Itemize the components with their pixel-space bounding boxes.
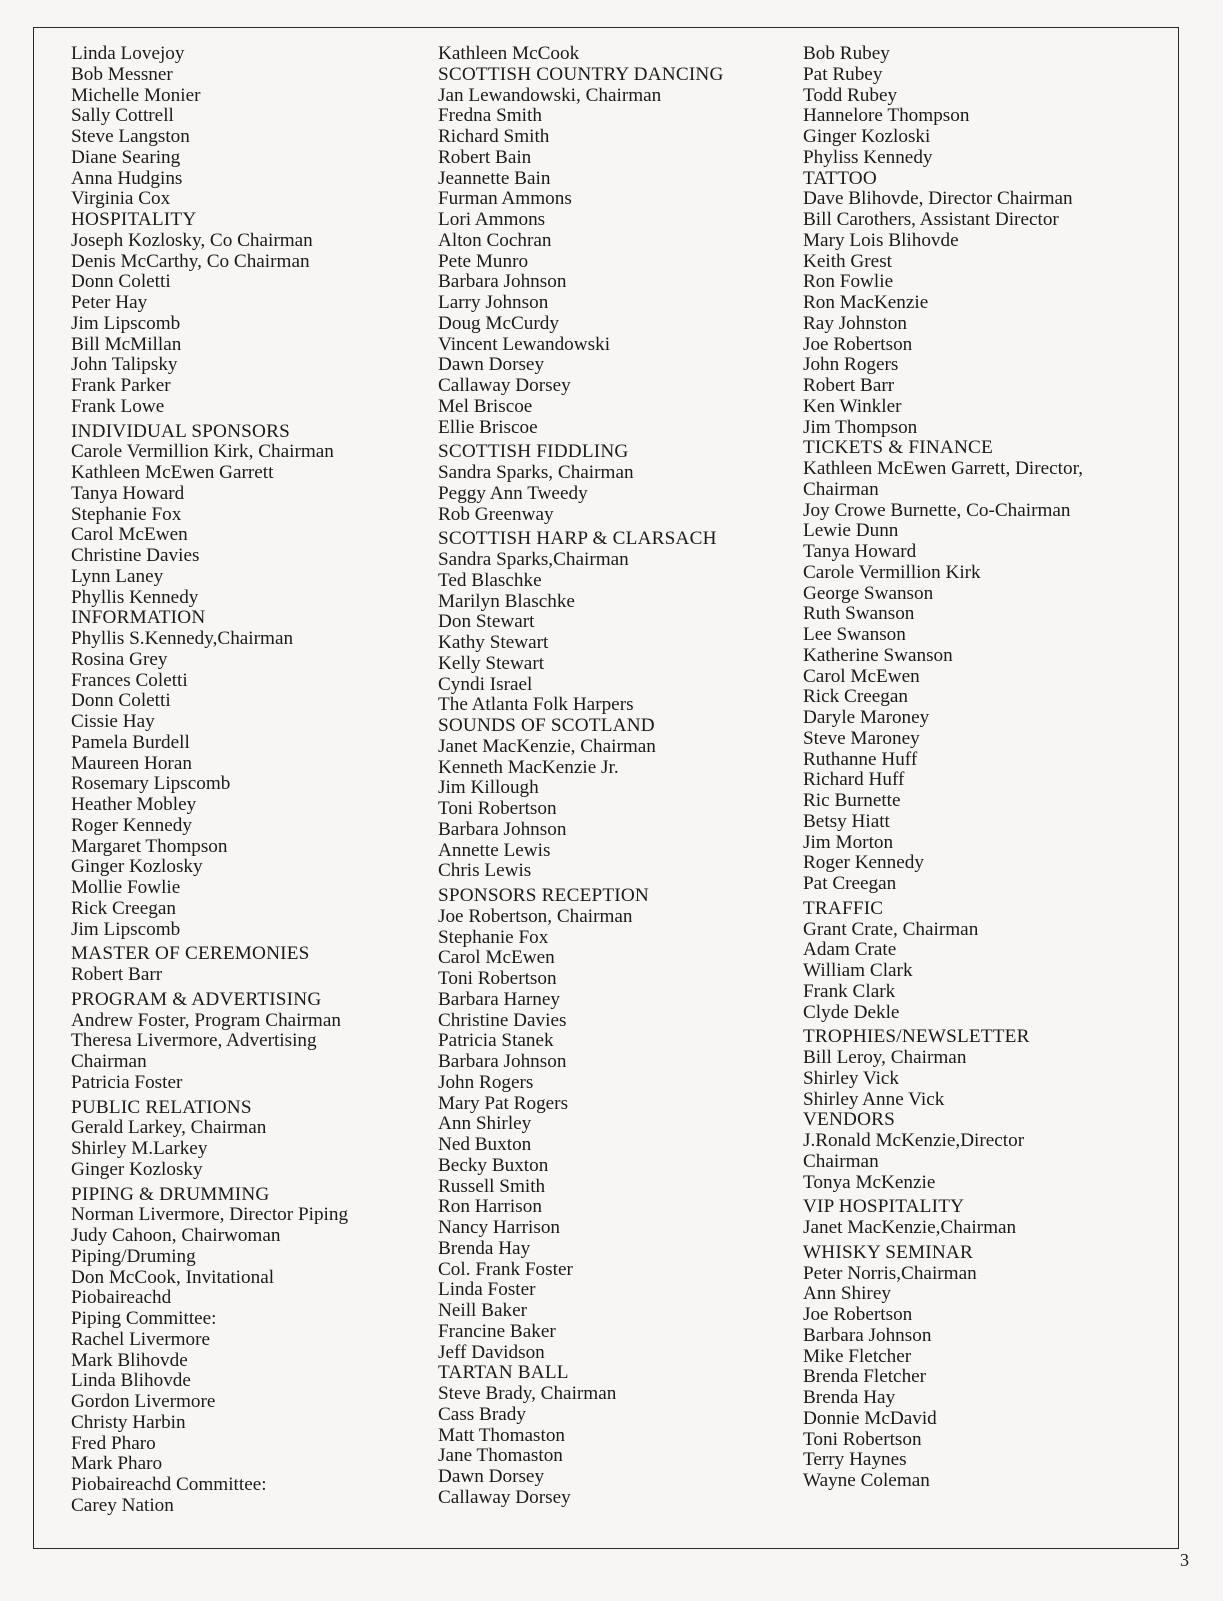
member-name: Rick Creegan bbox=[71, 897, 176, 919]
section-heading: PROGRAM & ADVERTISING bbox=[71, 988, 322, 1010]
member-name: Ken Winkler bbox=[803, 395, 902, 417]
member-name: Jim Lipscomb bbox=[71, 918, 181, 940]
member-name: Toni Robertson bbox=[803, 1428, 922, 1450]
member-name: Barbara Johnson bbox=[803, 1324, 932, 1346]
section-heading: PIPING & DRUMMING bbox=[71, 1183, 270, 1205]
member-name: Rosemary Lipscomb bbox=[71, 773, 231, 795]
member-name: Rosina Grey bbox=[71, 648, 168, 670]
member-name: William Clark bbox=[803, 960, 913, 981]
member-name: Fred Pharo bbox=[71, 1432, 156, 1454]
member-name: Barbara Johnson bbox=[438, 1051, 567, 1072]
section-heading: INFORMATION bbox=[71, 607, 206, 629]
section-heading: INDIVIDUAL SPONSORS bbox=[71, 420, 290, 442]
member-name: Richard Huff bbox=[803, 769, 905, 791]
member-name: Matt Thomaston bbox=[438, 1424, 566, 1446]
member-name: Adam Crate bbox=[803, 939, 897, 961]
member-name: Lewie Dunn bbox=[803, 520, 899, 542]
member-name: Doug McCurdy bbox=[438, 312, 559, 334]
member-name: John Rogers bbox=[438, 1071, 534, 1093]
member-name: Mel Briscoe bbox=[438, 395, 533, 417]
section-heading: TICKETS & FINANCE bbox=[803, 437, 993, 459]
member-name: Kenneth MacKenzie Jr. bbox=[438, 756, 619, 778]
member-name: John Rogers bbox=[803, 354, 899, 376]
member-name: Phyliss Kennedy bbox=[803, 146, 933, 168]
member-name: Piping/Druming bbox=[71, 1245, 196, 1267]
member-name: Bill McMillan bbox=[71, 333, 182, 355]
member-name: Diane Searing bbox=[71, 146, 181, 168]
member-name: Patricia Stanek bbox=[438, 1030, 554, 1052]
member-name: Barbara Johnson bbox=[438, 818, 567, 840]
member-name: Mary Pat Rogers bbox=[438, 1092, 569, 1114]
member-name: Frank Parker bbox=[71, 375, 171, 396]
member-name: Rick Creegan bbox=[803, 686, 908, 708]
member-name: Chris Lewis bbox=[438, 860, 532, 882]
member-name: Marilyn Blaschke bbox=[438, 590, 575, 612]
member-name: Denis McCarthy, Co Chairman bbox=[71, 250, 310, 272]
member-name: Joe Robertson bbox=[803, 1304, 913, 1325]
member-name: Ellie Briscoe bbox=[438, 416, 538, 438]
section-heading: SCOTTISH COUNTRY DANCING bbox=[438, 63, 724, 85]
member-name: Carey Nation bbox=[71, 1494, 174, 1516]
member-name: Piobaireachd bbox=[71, 1287, 172, 1309]
member-name: J.Ronald McKenzie,Director bbox=[803, 1130, 1025, 1151]
section-heading: HOSPITALITY bbox=[71, 209, 197, 230]
member-name: Steve Langston bbox=[71, 126, 190, 147]
member-name: Shirley Anne Vick bbox=[803, 1088, 945, 1110]
member-name: Christine Davies bbox=[71, 545, 200, 566]
member-name: Jim Killough bbox=[438, 777, 539, 799]
member-name: Peter Norris,Chairman bbox=[803, 1262, 977, 1284]
section-heading: TARTAN BALL bbox=[438, 1362, 569, 1384]
member-name: Kathleen McEwen Garrett bbox=[71, 462, 274, 483]
member-name: Jim Lipscomb bbox=[71, 312, 181, 334]
member-name: Joe Robertson bbox=[803, 333, 913, 355]
member-name: Dave Blihovde, Director Chairman bbox=[803, 188, 1073, 210]
member-name: Brenda Fletcher bbox=[803, 1366, 927, 1388]
member-name: Mollie Fowlie bbox=[71, 877, 181, 898]
column-2 bbox=[438, 44, 724, 1509]
member-name: Linda Lovejoy bbox=[71, 43, 185, 64]
member-name: Kelly Stewart bbox=[438, 652, 545, 674]
member-name: Grant Crate, Chairman bbox=[803, 918, 979, 940]
member-name: Christy Harbin bbox=[71, 1411, 186, 1433]
member-name: Ginger Kozlosky bbox=[71, 856, 203, 878]
member-name: Hannelore Thompson bbox=[803, 105, 970, 127]
member-name: Pat Rubey bbox=[803, 63, 883, 85]
member-name: Frances Coletti bbox=[71, 669, 188, 691]
member-name: Gerald Larkey, Chairman bbox=[71, 1117, 267, 1139]
member-name: John Talipsky bbox=[71, 354, 178, 376]
member-name: Jim Morton bbox=[803, 831, 894, 853]
member-name: Callaway Dorsey bbox=[438, 375, 571, 396]
member-name: Col. Frank Foster bbox=[438, 1258, 573, 1280]
member-name: Ric Burnette bbox=[803, 790, 901, 811]
member-name: Nancy Harrison bbox=[438, 1217, 561, 1238]
member-name: Jane Thomaston bbox=[438, 1445, 563, 1467]
section-heading: SOUNDS OF SCOTLAND bbox=[438, 715, 655, 736]
column-1 bbox=[71, 44, 348, 1517]
section-heading: PUBLIC RELATIONS bbox=[71, 1096, 252, 1118]
member-name: Ginger Kozlosky bbox=[71, 1158, 203, 1180]
member-name: Steve Maroney bbox=[803, 727, 920, 749]
section-heading: SCOTTISH HARP & CLARSACH bbox=[438, 528, 717, 550]
section-heading: SCOTTISH FIDDLING bbox=[438, 441, 629, 463]
member-name: Brenda Hay bbox=[803, 1387, 896, 1408]
member-name: Ray Johnston bbox=[803, 312, 907, 334]
section-heading: TRAFFIC bbox=[803, 897, 884, 919]
member-name: Cass Brady bbox=[438, 1403, 526, 1425]
member-name: Lee Swanson bbox=[803, 624, 906, 645]
member-name: Wayne Coleman bbox=[803, 1470, 930, 1491]
member-name: Rob Greenway bbox=[438, 503, 554, 525]
column-3 bbox=[803, 44, 1083, 1492]
section-heading: SPONSORS RECEPTION bbox=[438, 885, 649, 906]
member-name: Ruthanne Huff bbox=[803, 748, 918, 770]
member-name: Sandra Sparks, Chairman bbox=[438, 462, 634, 483]
member-name: Carol McEwen bbox=[803, 665, 920, 687]
member-name: Gordon Livermore bbox=[71, 1391, 216, 1412]
member-name: Frank Clark bbox=[803, 980, 896, 1002]
member-name: Dawn Dorsey bbox=[438, 354, 545, 376]
member-name: Piobaireachd Committee: bbox=[71, 1474, 267, 1495]
member-name: Ron MacKenzie bbox=[803, 292, 929, 313]
member-name: Linda Foster bbox=[438, 1279, 536, 1301]
member-name: Mark Blihovde bbox=[71, 1349, 188, 1371]
member-name: Becky Buxton bbox=[438, 1154, 549, 1176]
member-name: Mike Fletcher bbox=[803, 1345, 912, 1367]
member-name: Chairman bbox=[71, 1051, 147, 1072]
member-name: Ann Shirley bbox=[438, 1113, 532, 1135]
member-name: Ron Harrison bbox=[438, 1196, 542, 1218]
member-name: Terry Haynes bbox=[803, 1449, 907, 1471]
member-name: Donn Coletti bbox=[71, 271, 171, 293]
member-name: Roger Kennedy bbox=[71, 814, 192, 836]
section-heading: VIP HOSPITALITY bbox=[803, 1196, 965, 1218]
member-name: Peggy Ann Tweedy bbox=[438, 482, 588, 504]
member-name: Virginia Cox bbox=[71, 188, 171, 210]
member-name: Pete Munro bbox=[438, 250, 529, 272]
member-name: Katherine Swanson bbox=[803, 644, 953, 666]
member-name: Steve Brady, Chairman bbox=[438, 1383, 617, 1404]
member-name: Ruth Swanson bbox=[803, 603, 915, 625]
member-name: Joe Robertson, Chairman bbox=[438, 905, 633, 927]
member-name: Michelle Monier bbox=[71, 84, 201, 106]
member-name: Pat Creegan bbox=[803, 873, 897, 894]
member-name: Frank Lowe bbox=[71, 395, 165, 417]
member-name: Clyde Dekle bbox=[803, 1001, 900, 1023]
member-name: Vincent Lewandowski bbox=[438, 333, 611, 355]
member-name: Kathy Stewart bbox=[438, 632, 549, 653]
member-name: Keith Grest bbox=[803, 250, 892, 272]
member-name: Cissie Hay bbox=[71, 711, 155, 732]
member-name: Joy Crowe Burnette, Co-Chairman bbox=[803, 499, 1071, 521]
member-name: Patricia Foster bbox=[71, 1071, 183, 1093]
section-heading: TROPHIES/NEWSLETTER bbox=[803, 1026, 1030, 1048]
member-name: Barbara Harney bbox=[438, 988, 560, 1010]
member-name: Mary Lois Blihovde bbox=[803, 229, 959, 251]
member-name: Richard Smith bbox=[438, 126, 550, 147]
member-name: Toni Robertson bbox=[438, 798, 557, 819]
member-name: Peter Hay bbox=[71, 292, 148, 313]
member-name: Fredna Smith bbox=[438, 105, 542, 127]
member-name: Todd Rubey bbox=[803, 84, 898, 106]
member-name: Donnie McDavid bbox=[803, 1407, 937, 1429]
member-name: Carol McEwen bbox=[438, 947, 555, 969]
section-heading: WHISKY SEMINAR bbox=[803, 1241, 973, 1263]
member-name: Barbara Johnson bbox=[438, 271, 567, 293]
member-name: Maureen Horan bbox=[71, 752, 192, 774]
section-heading: MASTER OF CEREMONIES bbox=[71, 943, 310, 965]
member-name: Piping Committee: bbox=[71, 1308, 217, 1329]
member-name: Brenda Hay bbox=[438, 1237, 531, 1259]
member-name: Don Stewart bbox=[438, 611, 535, 633]
member-name: Chairman bbox=[803, 1150, 879, 1172]
member-name: Ginger Kozloski bbox=[803, 126, 931, 147]
member-name: Toni Robertson bbox=[438, 968, 557, 989]
member-name: Jan Lewandowski, Chairman bbox=[438, 84, 662, 106]
member-name: Cyndi Israel bbox=[438, 673, 533, 695]
member-name: Pamela Burdell bbox=[71, 731, 190, 753]
member-name: Lynn Laney bbox=[71, 565, 164, 587]
member-name: Carol McEwen bbox=[71, 524, 188, 546]
member-name: Rachel Livermore bbox=[71, 1328, 211, 1350]
member-name: Sally Cottrell bbox=[71, 105, 174, 127]
member-name: Betsy Hiatt bbox=[803, 810, 890, 832]
member-name: Tanya Howard bbox=[803, 541, 917, 562]
member-name: Stephanie Fox bbox=[438, 926, 549, 948]
section-heading: TATTOO bbox=[803, 167, 877, 189]
member-name: Norman Livermore, Director Piping bbox=[71, 1204, 349, 1226]
member-name: Callaway Dorsey bbox=[438, 1486, 571, 1508]
member-name: Robert Bain bbox=[438, 146, 532, 168]
member-name: Ann Shirey bbox=[803, 1283, 891, 1305]
member-name: Annette Lewis bbox=[438, 839, 551, 861]
member-name: Robert Barr bbox=[71, 964, 163, 985]
member-name: Kathleen McEwen Garrett, Director, bbox=[803, 458, 1083, 479]
member-name: Carole Vermillion Kirk bbox=[803, 561, 981, 583]
member-name: Francine Baker bbox=[438, 1320, 556, 1342]
member-name: Jeannette Bain bbox=[438, 167, 551, 189]
member-name: Ron Fowlie bbox=[803, 271, 894, 293]
member-name: Dawn Dorsey bbox=[438, 1466, 545, 1487]
member-name: Carole Vermillion Kirk, Chairman bbox=[71, 441, 334, 463]
member-name: Don McCook, Invitational bbox=[71, 1266, 275, 1288]
member-name: Furman Ammons bbox=[438, 188, 572, 210]
member-name: Andrew Foster, Program Chairman bbox=[71, 1009, 341, 1031]
member-name: Janet MacKenzie,Chairman bbox=[803, 1217, 1017, 1238]
page-number: 3 bbox=[1180, 1550, 1189, 1570]
member-name: Tanya Howard bbox=[71, 482, 185, 504]
member-name: Mark Pharo bbox=[71, 1453, 163, 1475]
member-name: Phyllis S.Kennedy,Chairman bbox=[71, 628, 294, 649]
member-name: Bill Leroy, Chairman bbox=[803, 1047, 967, 1068]
member-name: The Atlanta Folk Harpers bbox=[438, 694, 634, 716]
member-name: Bob Rubey bbox=[803, 43, 890, 64]
member-name: Stephanie Fox bbox=[71, 503, 182, 525]
member-name: Neill Baker bbox=[438, 1300, 527, 1321]
member-name: Judy Cahoon, Chairwoman bbox=[71, 1225, 281, 1246]
member-name: Shirley Vick bbox=[803, 1067, 900, 1089]
member-name: Shirley M.Larkey bbox=[71, 1138, 208, 1159]
member-name: Sandra Sparks,Chairman bbox=[438, 549, 629, 570]
member-name: Phyllis Kennedy bbox=[71, 586, 199, 608]
member-name: Jim Thompson bbox=[803, 416, 918, 438]
member-name: Anna Hudgins bbox=[71, 167, 183, 189]
member-name: Daryle Maroney bbox=[803, 707, 930, 728]
member-name: Linda Blihovde bbox=[71, 1370, 191, 1392]
member-name: Bob Messner bbox=[71, 63, 173, 85]
member-name: Janet MacKenzie, Chairman bbox=[438, 735, 656, 757]
member-name: Lori Ammons bbox=[438, 209, 546, 230]
member-name: Robert Barr bbox=[803, 375, 895, 396]
member-name: Russell Smith bbox=[438, 1175, 546, 1197]
member-name: Theresa Livermore, Advertising bbox=[71, 1030, 317, 1052]
member-name: Donn Coletti bbox=[71, 690, 171, 712]
member-name: George Swanson bbox=[803, 582, 934, 604]
member-name: Joseph Kozlosky, Co Chairman bbox=[71, 229, 313, 251]
member-name: Margaret Thompson bbox=[71, 835, 228, 857]
member-name: Christine Davies bbox=[438, 1009, 567, 1031]
member-name: Kathleen McCook bbox=[438, 43, 580, 64]
member-name: Ted Blaschke bbox=[438, 569, 542, 591]
member-name: Jeff Davidson bbox=[438, 1341, 545, 1363]
section-heading: VENDORS bbox=[803, 1109, 896, 1131]
member-name: Chairman bbox=[803, 478, 879, 500]
member-name: Ned Buxton bbox=[438, 1134, 532, 1155]
member-name: Tonya McKenzie bbox=[803, 1171, 936, 1193]
member-name: Alton Cochran bbox=[438, 229, 552, 251]
member-name: Roger Kennedy bbox=[803, 852, 924, 874]
member-name: Larry Johnson bbox=[438, 292, 549, 313]
member-name: Bill Carothers, Assistant Director bbox=[803, 209, 1059, 230]
member-name: Heather Mobley bbox=[71, 794, 197, 815]
